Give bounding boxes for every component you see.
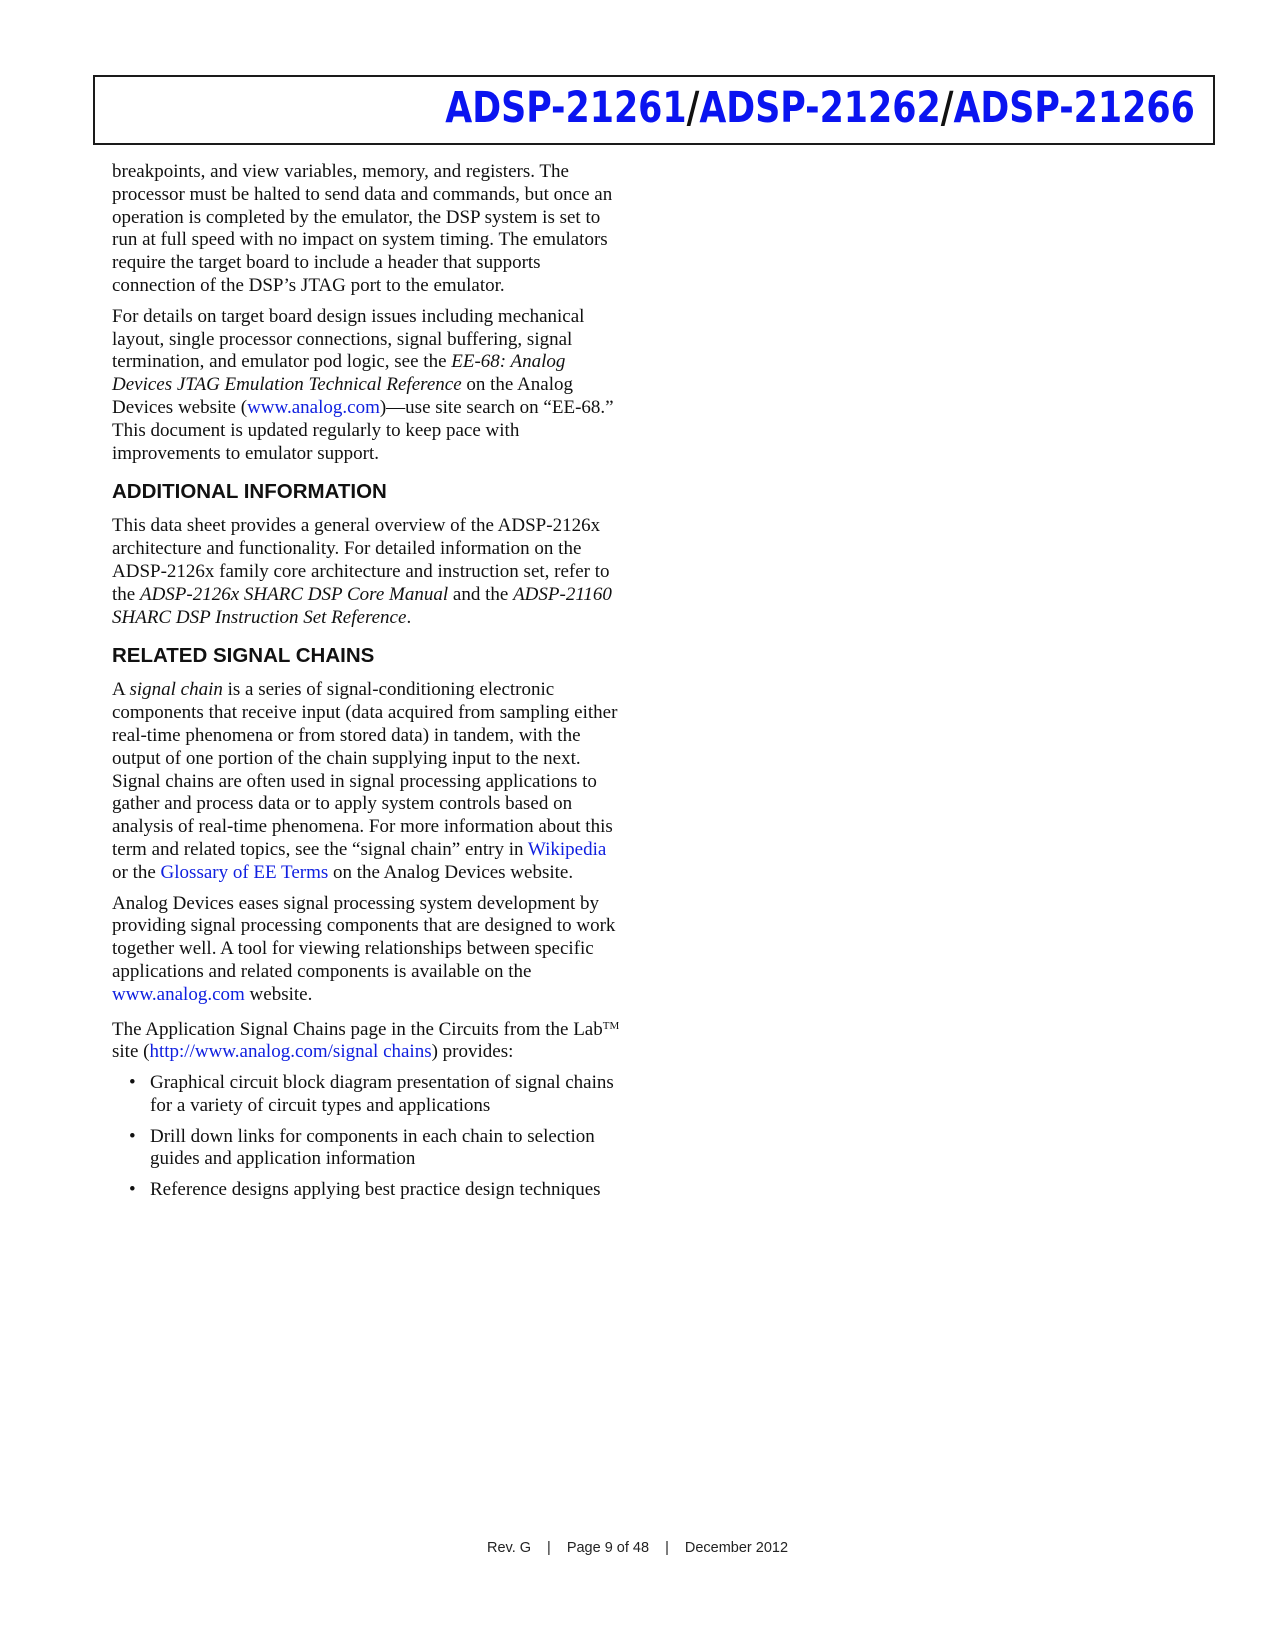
- analog-website-link[interactable]: www.analog.com: [112, 983, 245, 1005]
- list-item-text: Graphical circuit block diagram presentation of signal chains for a variety of circuit types and applications: [150, 1072, 614, 1116]
- text-run: on the Analog Devices website.: [328, 861, 574, 883]
- document-reference-core-manual: ADSP-2126x SHARC DSP Core Manual: [139, 583, 449, 605]
- main-column: [112, 161, 624, 1210]
- revision-label: Rev. G: [486, 1540, 532, 1556]
- trademark-mark: TM: [602, 1019, 620, 1032]
- list-item: [112, 1072, 624, 1118]
- bullet-icon: •: [129, 1179, 136, 1201]
- glossary-link[interactable]: Glossary of EE Terms: [160, 861, 329, 883]
- page-number: Page 9 of 48: [566, 1540, 650, 1556]
- text-run: is a series of signal-conditioning electronic components that receive input (data acquired from sampling either real-time phenomena or from stored data) in tandem, with the output of one portion of the chain supplying input to the next. Signal chains are often used in signal processing applications to gather and process data or to apply system controls based on analysis of real-time phenomena. For more information about this term and related topics, see the “signal chain” entry in: [112, 679, 618, 860]
- paragraph-signal-chain-definition: [112, 679, 624, 884]
- part-number-21262: ADSP-21262: [699, 83, 941, 133]
- paragraph-application-signal-chains: [112, 1015, 624, 1065]
- features-list: [112, 1072, 624, 1202]
- list-item: [112, 1126, 624, 1172]
- text-run: website.: [244, 983, 313, 1005]
- list-item-text: Drill down links for components in each chain to selection guides and application information: [150, 1125, 595, 1170]
- paragraph-system-development: [112, 893, 624, 1007]
- heading-related-signal-chains: RELATED SIGNAL CHAINS: [112, 644, 375, 668]
- text-run: site (: [112, 1041, 150, 1063]
- title-separator: /: [686, 83, 700, 133]
- title-separator: /: [940, 83, 954, 133]
- paragraph-additional-information: [112, 515, 624, 629]
- footer-divider: |: [665, 1540, 669, 1556]
- text-run: Analog Devices eases signal processing system development by providing signal processing components that are designed to work together well. A tool for viewing relationships between specific applications and related components is available on the: [112, 892, 616, 982]
- text-run: The Application Signal Chains page in the Circuits from the Lab: [112, 1018, 603, 1040]
- paragraph-target-board-design: [112, 306, 624, 466]
- text-run: )—use site search on “EE-68.” This document is updated regularly to keep pace with improvements to emulator support.: [112, 396, 614, 464]
- bullet-icon: •: [129, 1125, 136, 1147]
- bullet-icon: •: [129, 1072, 136, 1094]
- term-signal-chain: signal chain: [129, 679, 223, 701]
- text-run: For details on target board design issues including mechanical layout, single processor connections, signal buffering, signal termination, and emulator pod logic, see the: [112, 305, 585, 373]
- part-number-21266: ADSP-21266: [953, 83, 1195, 133]
- document-title: [445, 83, 1195, 135]
- header-banner: [93, 75, 1215, 145]
- text-run: on the Analog Devices website (: [112, 374, 573, 418]
- text-run: or the: [112, 861, 161, 883]
- list-item: [112, 1179, 624, 1202]
- wikipedia-link[interactable]: Wikipedia: [527, 838, 607, 860]
- text-run: .: [406, 606, 412, 628]
- text-run: and the: [448, 583, 514, 605]
- document-reference-instruction-set: ADSP-21160 SHARC DSP Instruction Set Reference: [112, 583, 612, 628]
- document-reference-ee68: EE-68: Analog Devices JTAG Emulation Technical Reference: [112, 351, 566, 396]
- text-run: A: [112, 679, 130, 701]
- publication-date: December 2012: [684, 1540, 789, 1556]
- page-footer: [0, 1540, 1275, 1556]
- analog-website-link[interactable]: www.analog.com: [247, 396, 380, 418]
- text-run: ) provides:: [431, 1041, 514, 1063]
- heading-additional-information: ADDITIONAL INFORMATION: [112, 480, 387, 504]
- footer-divider: |: [547, 1540, 551, 1556]
- part-number-21261: ADSP-21261: [445, 83, 687, 133]
- text-run: This data sheet provides a general overview of the ADSP-2126x architecture and functionality. For detailed information on the ADSP-2126x family core architecture and instruction set, refer to the: [112, 515, 610, 605]
- paragraph-emulator-operation: breakpoints, and view variables, memory, and registers. The processor must be halted to send data and commands, but once an operation is completed by the emulator, the DSP system is set to run at full speed with no impact on system timing. The emulators require the target board to include a header that supports connection of the DSP’s JTAG port to the emulator.: [112, 161, 613, 296]
- list-item-text: Reference designs applying best practice design techniques: [150, 1179, 601, 1201]
- signal-chains-link[interactable]: http://www.analog.com/signal chains: [149, 1041, 432, 1063]
